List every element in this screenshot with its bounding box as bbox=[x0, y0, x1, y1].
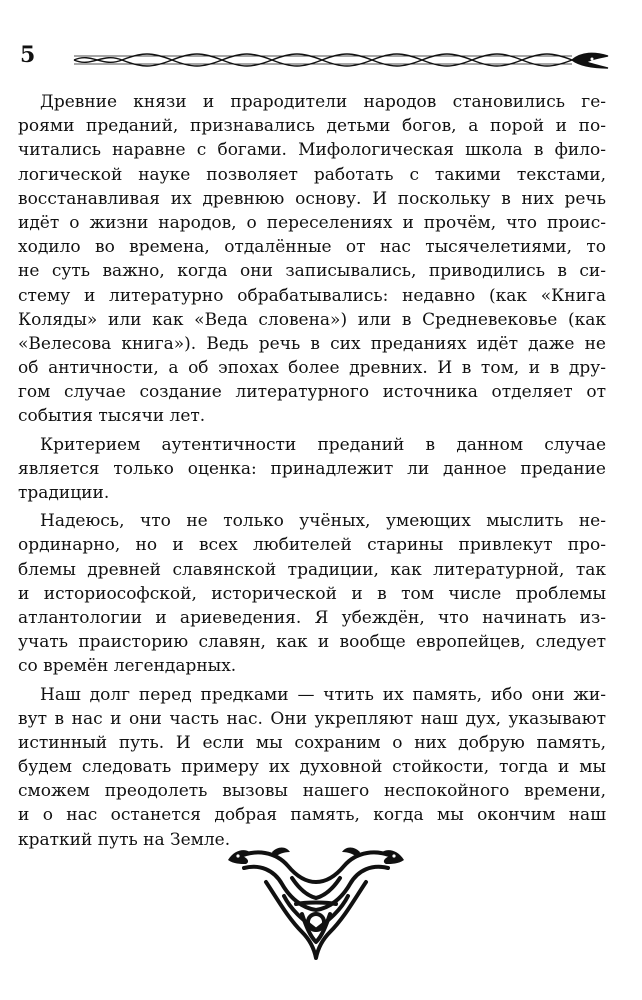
text-line: события тысячи лет. bbox=[18, 406, 206, 427]
text-line: со времён легендарных. bbox=[18, 656, 237, 677]
knotwork-birds-ornament bbox=[226, 838, 406, 962]
text-line: вут в нас и они часть нас. Они укрепляют наш дух, указывают bbox=[18, 708, 606, 729]
header-braided-ornament bbox=[72, 50, 612, 70]
text-line: идёт о жизни народов, о переселениях и прочём, что проис- bbox=[18, 212, 606, 233]
paragraph bbox=[18, 433, 606, 506]
text-line: ходило во времена, отдалённые от нас тысячелетиями, то bbox=[18, 237, 606, 258]
text-line: будем следовать примеру их духовной стойкости, тогда и мы bbox=[18, 757, 606, 778]
body-text bbox=[18, 90, 606, 852]
text-line: «Велесова книга»). Ведь речь в сих преданиях идёт даже не bbox=[18, 333, 606, 354]
text-line: не суть важно, когда они записывались, приводились в си- bbox=[18, 261, 606, 282]
text-line: Надеюсь, что не только учёных, умеющих мыслить не- bbox=[40, 511, 606, 532]
text-line: читались наравне с богами. Мифологическая школа в фило- bbox=[18, 140, 606, 161]
text-line: сможем преодолеть вызовы нашего неспокойного времени, bbox=[18, 781, 606, 802]
text-line: восстанавливая их древнюю основу. И поскольку в них речь bbox=[18, 188, 606, 209]
text-line: Наш долг перед предками — чтить их память, ибо они жи- bbox=[40, 684, 606, 705]
text-line: Коляды» или как «Веда словена») или в Средневековье (как bbox=[18, 309, 606, 330]
text-line: об античности, а об эпохах более древних. И в том, и в дру- bbox=[18, 358, 606, 379]
text-line: Критерием аутентичности преданий в данном случае bbox=[40, 434, 606, 455]
text-line: является только оценка: принадлежит ли данное предание bbox=[18, 458, 606, 479]
page-number: 5 bbox=[20, 42, 36, 68]
text-line: ординарно, но и всех любителей старины привлекут про- bbox=[18, 535, 606, 556]
text-line: истинный путь. И если мы сохраним о них добрую память, bbox=[18, 732, 606, 753]
text-line: учать праисторию славян, как и вообще европейцев, следует bbox=[18, 632, 606, 653]
text-line: логической науке позволяет работать с такими текстами, bbox=[18, 164, 606, 185]
text-line: роями преданий, признавались детьми богов, а порой и по- bbox=[18, 116, 606, 137]
paragraph bbox=[18, 509, 606, 678]
text-line: гом случае создание литературного источника отделяет от bbox=[18, 382, 606, 403]
text-line: краткий путь на Земле. bbox=[18, 829, 231, 850]
text-line: Древние князи и прародители народов становились ге- bbox=[40, 92, 606, 112]
paragraph bbox=[18, 90, 606, 429]
text-line: стему и литературно обрабатывались: недавно (как «Книга bbox=[18, 285, 606, 306]
text-line: и историософской, исторической и в том числе проблемы bbox=[18, 583, 606, 604]
paragraph bbox=[18, 683, 606, 852]
text-line: атлантологии и ариеведения. Я убеждён, что начинать из- bbox=[18, 607, 606, 628]
text-line: и о нас останется добрая память, когда мы окончим наш bbox=[18, 805, 606, 826]
text-line: традиции. bbox=[18, 483, 110, 503]
text-line: блемы древней славянской традиции, как литературной, так bbox=[18, 559, 606, 580]
